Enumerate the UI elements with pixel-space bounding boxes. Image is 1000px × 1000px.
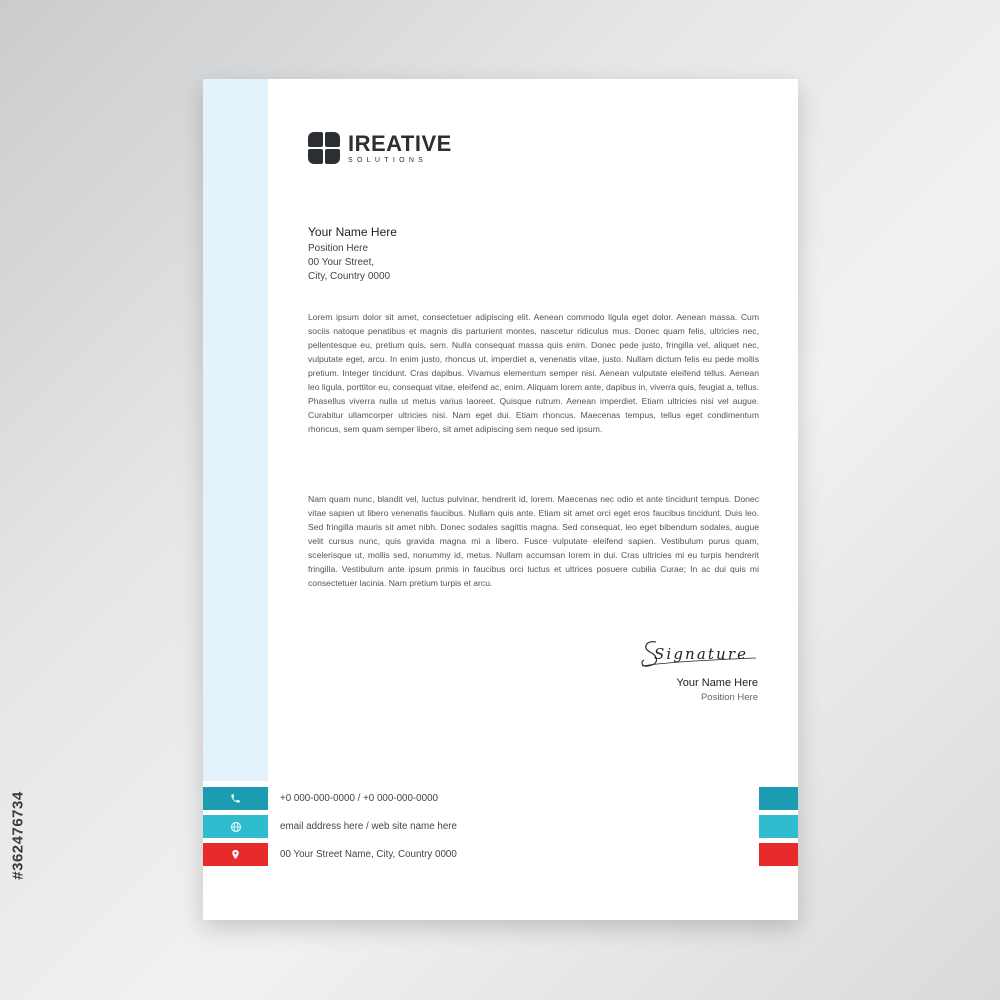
right-accent-teal-dark — [759, 787, 798, 810]
signature-graphic — [638, 632, 758, 672]
address-tab — [203, 843, 268, 866]
recipient-name: Your Name Here — [308, 225, 397, 239]
logo-wordmark — [348, 133, 452, 164]
footer-web: email address here / web site name here — [280, 821, 457, 832]
recipient-block — [308, 225, 397, 284]
phone-icon — [230, 793, 241, 804]
footer-address: 00 Your Street Name, City, Country 0000 — [280, 849, 457, 860]
globe-icon — [230, 821, 242, 833]
signer-name: Your Name Here — [676, 677, 758, 689]
recipient-position: Position Here — [308, 243, 369, 254]
web-tab — [203, 815, 268, 838]
body-paragraph-1: Lorem ipsum dolor sit amet, consectetuer adipiscing elit. Aenean commodo ligula eget dolor. Aenean massa. Cum sociis natoque penatibus et magnis dis parturient montes, nascetur ridiculus mus. Donec quam felis, ultricies nec, pellentesque eu, pretium quis, sem. Nulla consequat massa quis enim. Donec pede justo, fringilla vel, aliquet nec, vulputate eget, arcu. In enim justo, rhoncus ut, imperdiet a, venenatis vitae, justo. Nullam dictum felis eu pede mollis pretium. Integer tincidunt. Cras dapibus. Vivamus elementum semper nisi. Aenean vulputate eleifend tellus. Aenean leo ligula, porttitor eu, consequat vitae, eleifend ac, enim. Aliquam lorem ante, dapibus in, viverra quis, feugiat a, tellus. Phasellus viverra nulla ut metus varius laoreet. Quisque rutrum. Aenean imperdiet. Etiam ultricies nisi vel augue. Curabitur ullamcorper ultricies nisi. Nam eget dui. Etiam rhoncus. Maecenas tempus, tellus eget condimentum rhoncus, sem quam semper libero, sit amet adipiscing sem neque sed ipsum. — [308, 312, 759, 434]
right-accent-teal-light — [759, 815, 798, 838]
stock-id-label — [4, 760, 32, 910]
company-logo — [308, 132, 452, 165]
signer-position: Position Here — [700, 692, 758, 703]
logo-mark-icon — [308, 132, 341, 165]
recipient-street: 00 Your Street, — [308, 257, 375, 268]
footer-phone: +0 000-000-0000 / +0 000-000-0000 — [280, 793, 438, 804]
side-accent-band — [203, 79, 268, 781]
logo-tagline: SOLUTIONS — [348, 157, 428, 164]
right-accent-red — [759, 843, 798, 866]
location-pin-icon — [230, 848, 241, 861]
logo-name: IREATIVE — [348, 131, 452, 156]
recipient-city: City, Country 0000 — [308, 271, 391, 282]
phone-tab — [203, 787, 268, 810]
letterhead-page — [203, 79, 798, 920]
body-paragraph-2: Nam quam nunc, blandit vel, luctus pulvinar, hendrerit id, lorem. Maecenas nec odio et ante tincidunt tempus. Donec vitae sapien ut libero venenatis faucibus. Nullam quis ante. Etiam sit amet orci eget eros faucibus tincidunt. Duis leo. Sed fringilla mauris sit amet nibh. Donec sodales sagittis magna. Sed consequat, leo eget bibendum sodales, augue velit cursus nunc, quis gravida magna mi a libero. Fusce vulputate eleifend sapien. Vestibulum purus quam, scelerisque ut, mollis sed, nonummy id, metus. Nullam accumsan lorem in dui. Cras ultricies mi eu turpis hendrerit fringilla. Vestibulum ante ipsum primis in faucibus orci luctus et ultrices posuere cubilia Curae; In ac dui quis mi consectetuer lacinia. Nam pretium turpis et arcu. — [308, 494, 759, 588]
signature-script: Signature — [654, 645, 746, 663]
stock-id-text: #362476734 — [9, 790, 27, 880]
